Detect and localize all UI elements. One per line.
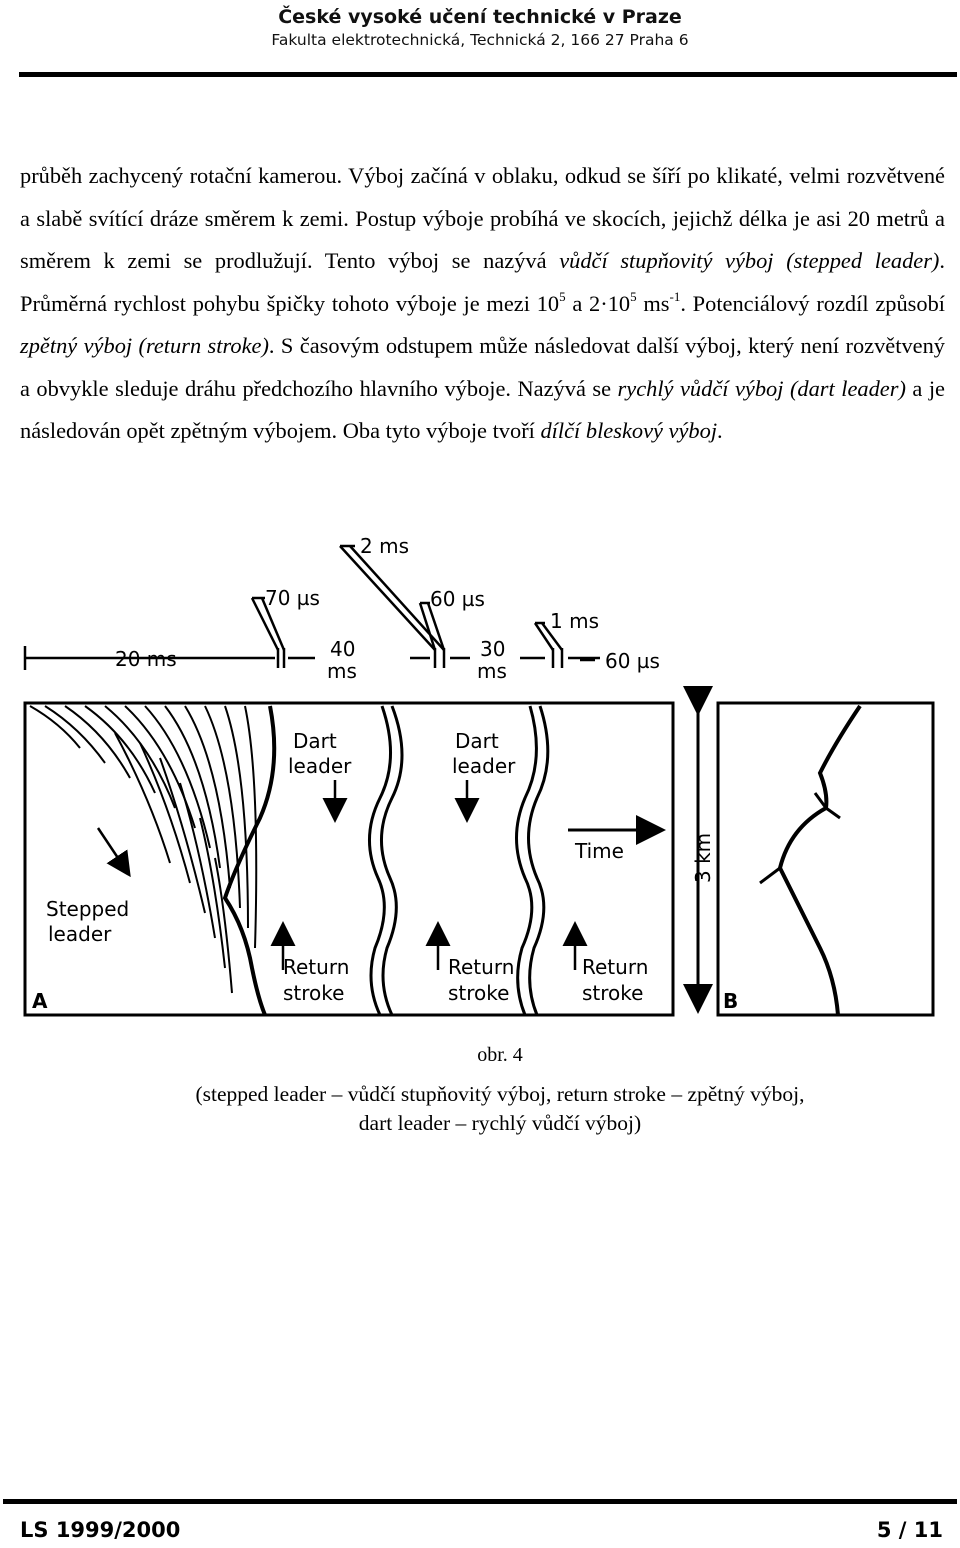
text-run: a je následován opět zpětným výbojem. Oba tyto výboje tvoří [20, 375, 945, 443]
label-dart-1a: Dart [293, 729, 337, 753]
footer-semester: LS 1999/2000 [20, 1518, 181, 1542]
label-ms-2: ms [477, 659, 507, 683]
stepped-leader-branches [30, 706, 256, 993]
footer-page-number: 5 / 11 [876, 1518, 943, 1542]
label-dart-2a: Dart [455, 729, 499, 753]
figure-number: obr. 4 [477, 1044, 523, 1066]
label-dart-2b: leader [452, 754, 516, 778]
lightning-diagram [20, 528, 945, 1023]
text-run: . [717, 418, 723, 443]
label-time: Time [575, 839, 624, 863]
label-3km: 3 km [691, 832, 715, 883]
stepped-leader-main [225, 706, 274, 1015]
term-stepped-leader: vůdčí stupňovitý výboj (stepped leader) [559, 248, 940, 273]
figure-caption [0, 1080, 960, 1138]
superscript: 5 [630, 288, 637, 304]
label-stepped-b: leader [48, 922, 112, 946]
label-60us-b: 60 µs [605, 649, 660, 673]
caption-line-1: (stepped leader – vůdčí stupňovitý výboj, return stroke – zpětný výboj, [195, 1082, 805, 1106]
label-stepped-a: Stepped [46, 897, 130, 921]
label-70us: 70 µs [265, 586, 320, 610]
label-2ms: 2 ms [360, 534, 409, 558]
label-return-1a: Return [283, 955, 350, 979]
label-return-1b: stroke [283, 981, 345, 1005]
superscript: -1 [669, 288, 681, 304]
term-partial-discharge: dílčí bleskový výboj [540, 418, 718, 443]
caption-line-2: dart leader – rychlý vůdčí výboj) [358, 1111, 642, 1135]
label-dart-1b: leader [288, 754, 352, 778]
body-paragraph [20, 155, 945, 453]
label-40: 40 [330, 637, 356, 661]
superscript: 5 [559, 288, 566, 304]
label-return-3a: Return [582, 955, 649, 979]
text-run: a 2·10 [565, 290, 631, 316]
header-rule [19, 72, 957, 77]
university-name: České vysoké učení technické v Praze [278, 6, 682, 28]
label-return-2b: stroke [448, 981, 510, 1005]
label-60us-a: 60 µs [430, 587, 485, 611]
term-return-stroke: zpětný výboj (return stroke) [20, 333, 269, 358]
diagram-svg [20, 528, 945, 1023]
text-run: . Průměrná rychlost pohybu špičky tohoto výboje je mezi 10 [20, 248, 945, 316]
text-run: ms [636, 290, 670, 316]
label-30: 30 [480, 637, 506, 661]
label-return-2a: Return [448, 955, 515, 979]
label-20ms: 20 ms [115, 647, 177, 671]
text-run: . S časovým odstupem může následovat další výboj, který není rozvětvený a obvykle sleduje dráhu předchozího hlavního výboje. Nazývá se [20, 333, 945, 401]
footer-rule [3, 1499, 957, 1504]
label-return-3b: stroke [582, 981, 644, 1005]
label-panel-b: B [723, 989, 739, 1013]
term-dart-leader: rychlý vůdčí výboj (dart leader) [617, 375, 906, 401]
label-ms-1: ms [327, 659, 357, 683]
faculty-address: Fakulta elektrotechnická, Technická 2, 166 27 Praha 6 [271, 31, 689, 49]
text-run: průběh zachycený rotační kamerou. Výboj začíná v oblaku, odkud se šíří po klikaté, velmi rozvětvené a slabě svítící dráze směrem k zemi. Postup výboje probíhá ve skocích, jejichž délka je asi 20 metrů a směrem k zemi se prodlužují. Tento výboj se nazývá [20, 163, 945, 273]
label-1ms: 1 ms [550, 609, 599, 633]
label-panel-a: A [32, 989, 48, 1013]
text-run: . Potenciálový rozdíl způsobí [680, 290, 945, 316]
panel-b [718, 703, 933, 1015]
